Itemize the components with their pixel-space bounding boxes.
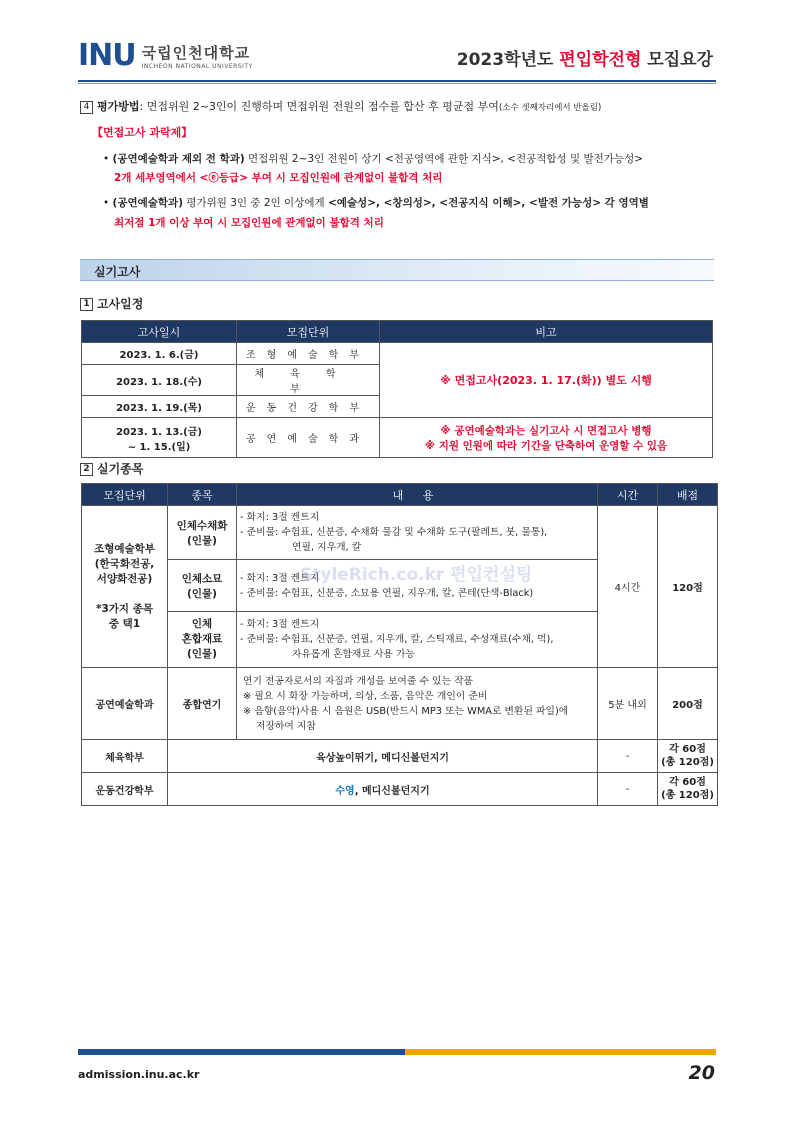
events-table: 모집단위 종목 내 용 시간 배점 조형예술학부 (한국화전공, 서양화전공) *3가지 종목 중 택1 인체수채화 (인물) - 화지: 3절 켄트지 - 준비물: 수험표, 신분증, 수채화 물감 및 수채화 도구(팔레트, 붓, 물통), 연필, 지우개, 칼 4시간 120점 인체소묘 (인물) - 화지: 3절 켄트지 - 준비물: 수험표, 신분증, 소묘용 연필, 지우개, 칼, 콘테(단색-Black) 인체 혼합재료 (인물) - 화지: 3절 켄트지 - 준비물: 수험표, 신분증, 연필, 지우개, 칼, 스틱재료, 수성재료(수채, 먹), 자유롭게 혼합재료 사용 가능 공연예술학과 종합연기 연기 전공자로서의 자질과 개성을 보여줄 수 있는 작품 ※ 필요 시 화장 가능하며, 의상, 소품, 음악은 개인이 준비 ※ 음향(음악)사용 시 음원은 USB(반드시 MP3 또는 WMA로 변환된 파일)에 저장하여 지참 5분 내외 200점 체육학부 육상높이뛰기, 메디신볼던지기 - 각 60점 (총 120점) 운동건강학부 수영, 메디신볼던지기 - 각 60점 (총 120점) [81,483,718,806]
table-row: 2023. 1. 13.(금) ~ 1. 15.(일) 공연예술학과 ※ 공연예술학과는 실기고사 시 면접고사 병행 ※ 지원 인원에 따라 기간을 단축하여 운영할 수 있음 [82,418,713,458]
schedule-header-note: 비고 [380,321,713,343]
page-title: 2023학년도 편입학전형 모집요강 [456,50,713,70]
university-logo [78,38,253,73]
schedule-table [81,320,713,458]
evaluation-method: 4 평가방법: 면접위원 2~3인이 진행하며 면접위원 전원의 점수를 합산 후 평균점 부여(소수 셋째자리에서 반올림) [80,98,601,114]
schedule-header-date: 고사일시 [82,321,237,343]
fail-rule-bullet-2: • (공연예술학과) 평가위원 3인 중 2인 이상에게 <예술성>, <창의성>, <전공지식 이해>, <발전 가능성> 각 영역별 [103,197,649,209]
footer-bar-gold [405,1049,716,1055]
table-row: 공연예술학과 종합연기 연기 전공자로서의 자질과 개성을 보여줄 수 있는 작품 ※ 필요 시 화장 가능하며, 의상, 소품, 음악은 개인이 준비 ※ 음향(음악)사용 시 음원은 USB(반드시 MP3 또는 WMA로 변환된 파일)에 저장하여 지참 5분 내외 200점 [82,668,718,740]
table-row: 2023. 1. 6.(금) 조형예술학부 ※ 면접고사(2023. 1. 17.(화)) 별도 시행 [82,343,713,365]
logo-english-name: INCHEON NATIONAL UNIVERSITY [141,62,253,70]
section-bar-practical: 실기고사 [80,259,714,281]
fail-rule-title: 【면접고사 과락제】 [92,126,193,139]
events-title: 2 실기종목 [80,460,143,477]
fail-rule-bullet-2-red: 최저점 1개 이상 부여 시 모집인원에 관계없이 불합격 처리 [114,217,384,229]
watermark: StyleRich.co.kr 편입컨설팅 [300,565,533,585]
fail-rule-bullet-1-red: 2개 세부영역에서 <ⓔ등급> 부여 시 모집인원에 관계없이 불합격 처리 [114,172,443,184]
logo-korean-name: 국립인천대학교 [141,43,251,62]
fail-rule-bullet-1: • (공연예술학과 제외 전 학과) 면접위원 2~3인 전원이 상기 <전공영역에 관한 지식>, <전공적합성 및 발전가능성> [103,153,644,165]
schedule-note-interview: ※ 면접고사(2023. 1. 17.(화)) 별도 시행 [380,343,713,418]
table-row: 2023. 1. 18.(수) 체육학부 [82,365,713,396]
table-row: 인체 혼합재료 (인물) - 화지: 3절 켄트지 - 준비물: 수험표, 신분증, 연필, 지우개, 칼, 스틱재료, 수성재료(수채, 먹), 자유롭게 혼합재료 사용 가능 [82,612,718,668]
schedule-title: 1 고사일정 [80,295,143,312]
table-row: 2023. 1. 19.(목) 운동건강학부 [82,396,713,418]
table-row: 운동건강학부 수영, 메디신볼던지기 - 각 60점 (총 120점) [82,773,718,806]
header-divider [78,80,716,82]
schedule-header-unit: 모집단위 [237,321,380,343]
table-row: 인체소묘 (인물) - 화지: 3절 켄트지 - 준비물: 수험표, 신분증, 소묘용 연필, 지우개, 칼, 콘테(단색-Black) [82,560,718,612]
footer-url[interactable]: admission.inu.ac.kr [78,1068,200,1081]
header-divider-thin [78,83,716,84]
table-row: 체육학부 육상높이뛰기, 메디신볼던지기 - 각 60점 (총 120점) [82,740,718,773]
table-row: 조형예술학부 (한국화전공, 서양화전공) *3가지 종목 중 택1 인체수채화 (인물) - 화지: 3절 켄트지 - 준비물: 수험표, 신분증, 수채화 물감 및 수채화 도구(팔레트, 붓, 물통), 연필, 지우개, 칼 4시간 120점 [82,506,718,560]
logo-mark: INU [78,38,136,73]
footer-bar-blue [78,1049,405,1055]
page-number: 20 [688,1062,715,1084]
